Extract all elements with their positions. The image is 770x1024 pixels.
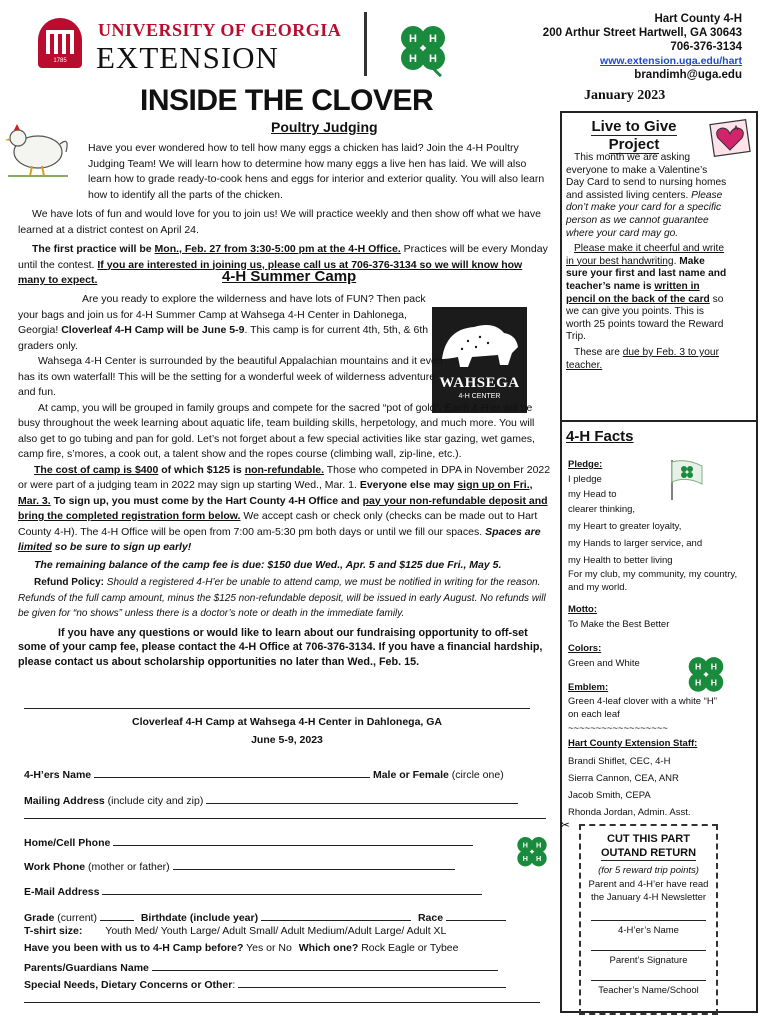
project-points: so we can give you points. This is worth 25 points toward the Reward Trip. xyxy=(566,293,724,343)
parent-signature-label: Parent’s Signature xyxy=(609,955,688,966)
colors-label: Colors: xyxy=(568,643,602,654)
pledge-label: Pledge: xyxy=(568,459,603,470)
special-needs-label: Special Needs, Dietary Concerns or Other xyxy=(24,979,233,991)
camp-paragraph-3: At camp, you will be grouped in family groups and compete for the sacred “pot of gold”. Each 4-H’er will be busy throughout the week learning about aquatic life, team building skills, herpetology, and much more. You will also get to go tubing and pan for gold. Let’s not forget about a few special activities like star gazing, wet games, camp fire, s’mores, a cook out, a talent show and the ropes course (climbing wall, zip-line, etc.). xyxy=(18,401,535,460)
clover-icon-sidebar xyxy=(682,654,730,698)
clover-leaf-letter: H xyxy=(429,33,437,45)
poultry-first-practice-label: The first practice will be xyxy=(32,243,155,255)
name-field[interactable] xyxy=(94,766,370,778)
camp-nonrefundable: non-refundable. xyxy=(244,463,325,476)
teacher-label: Teacher’s Name/School xyxy=(598,985,699,996)
project-name-instructions: Make sure your first and last name and teacher’s name is xyxy=(566,255,727,292)
shirt-options[interactable]: Youth Med/ Youth Large/ Adult Small/ Adult Medium/Adult Large/ Adult XL xyxy=(105,925,447,937)
clover-icon-small xyxy=(512,834,552,872)
form-row-special xyxy=(24,976,554,991)
form-row-before xyxy=(24,942,554,954)
cutout-form xyxy=(579,824,718,1015)
project-section xyxy=(566,152,728,372)
newsletter-date: January 2023 xyxy=(584,88,666,103)
project-pencil: written in pencil on the back of the card xyxy=(566,280,710,305)
poultry-paragraph-2: We have lots of fun and would love for you to join us! We will practice weekly and then show off what we have learned at a district contest on April 24. xyxy=(18,208,541,236)
facts-section xyxy=(568,457,748,821)
refund-policy-text: Should a registered 4-H’er be unable to attend camp, we must be notified in writing for the reason. Refunds of the full camp amount, minus the $125 non-refundable deposit, will be issued in early August. No refunds will be given for “no shows” unless there is a doctor’s note or death in the immediate family. xyxy=(18,577,546,619)
project-paragraph-2 xyxy=(566,243,728,344)
project-heading-line-2: Project xyxy=(608,136,660,153)
email-label: E-Mail Address xyxy=(24,886,100,898)
camp-paragraph-4 xyxy=(18,463,552,556)
cutout-heading-line-2: OUTAND RETURN xyxy=(600,847,697,859)
project-handwriting: Please make it cheerful and write in your best handwriting xyxy=(566,243,725,267)
camp-intro: Are you ready to explore the wilderness and have lots of FUN? Then pack your bags and join us for 4-H Summer Camp at Wahsega 4-H Center in Dahlonega, Georgia! xyxy=(18,293,426,336)
staff-member: Sierra Cannon, CEA, ANR xyxy=(568,773,679,784)
grade-label: Grade xyxy=(24,912,55,924)
camp-refund-policy xyxy=(18,575,552,622)
project-punctuation: . xyxy=(673,255,680,267)
newsletter-title: INSIDE THE CLOVER xyxy=(140,84,434,117)
motto-text: To Make the Best Better xyxy=(568,619,670,630)
office-phone: 706-376-3134 xyxy=(670,41,742,53)
form-row-grade xyxy=(24,909,554,924)
kid-name-label: 4-H’er’s Name xyxy=(618,925,679,936)
mail-field-line-2[interactable] xyxy=(24,818,546,819)
teacher-line[interactable] xyxy=(591,980,706,981)
grade-hint: (current) xyxy=(57,912,97,924)
pledge-line: my Hands to larger service, and xyxy=(568,538,703,549)
emblem-label: Emblem: xyxy=(568,682,609,693)
camp-signup-date: sign up on Fri., Mar. 3. xyxy=(18,479,533,507)
cutout-points: (for 5 reward trip points) xyxy=(598,865,699,876)
camp-limited: limited xyxy=(18,541,52,553)
wahsega-center: 4-H CENTER xyxy=(458,393,501,400)
camp-grades: . This camp is for current 4th, 5th, & 6th graders only. xyxy=(18,324,429,352)
camp-paragraph-2: Wahsega 4-H Center is surrounded by the beautiful Appalachian mountains and it even has its own waterfall! This will be the setting for a wonderful week of wilderness adventure and fun. xyxy=(18,355,443,398)
colors-text: Green and White xyxy=(568,658,640,669)
org-extension: EXTENSION xyxy=(96,40,279,75)
form-row-work xyxy=(24,858,554,873)
camp-cost: The cost of camp is $400 xyxy=(34,463,159,476)
mail-label: Mailing Address xyxy=(24,795,105,807)
clover-leaf-letter: H xyxy=(409,53,417,65)
birthdate-field[interactable] xyxy=(261,909,411,921)
wahsega-name: WAHSEGA xyxy=(439,375,520,391)
pledge-line: my Heart to greater loyalty, xyxy=(568,521,682,532)
pledge-line: my Health to better living xyxy=(568,555,673,566)
facts-heading: 4-H Facts xyxy=(566,428,634,445)
project-due-date: due by Feb. 3 to your teacher. xyxy=(566,346,719,371)
special-needs-field-line-2[interactable] xyxy=(24,1002,540,1003)
project-paragraph-3 xyxy=(566,347,728,372)
form-row-parents xyxy=(24,959,554,974)
gender-hint: (circle one) xyxy=(451,769,504,781)
clover-leaf-letter: H xyxy=(429,53,437,65)
camp-questions: If you have any questions or would like to learn about our fundraising opportunity to off-set some of your camp fee, please contact the 4-H Office at 706-376-3134. If you have a financial hardship, please contact us about scholarship opportunities no later than Wed., Feb. 15. xyxy=(18,626,543,668)
project-paragraph-1 xyxy=(566,152,728,240)
camp-heading: 4-H Summer Camp xyxy=(222,268,357,285)
camp-before-options[interactable]: Yes or No xyxy=(246,942,292,954)
camp-deposit-instructions: pay your non-refundable deposit and bring the completed registration form below. xyxy=(18,494,548,522)
camp-paragraph-1 xyxy=(18,292,552,354)
form-row-mail xyxy=(24,792,554,807)
clover-leaf-letter: H xyxy=(695,677,702,688)
tilde-divider: ~~~~~~~~~~~~~~~~~~ xyxy=(568,723,668,734)
poultry-section xyxy=(18,141,552,289)
clover-leaf-letter: H xyxy=(710,677,717,688)
which-camp-label: Which one? xyxy=(298,942,359,954)
work-phone-hint: (mother or father) xyxy=(87,861,170,873)
sidebar-divider xyxy=(560,420,758,422)
camp-signup-instructions: To sign up, you must come by the Hart County 4-H Office and xyxy=(50,494,363,507)
office-email[interactable]: brandimh@uga.edu xyxy=(634,69,742,81)
camp-nonrefundable-label: of which $125 is xyxy=(158,463,245,476)
special-needs-field[interactable] xyxy=(238,976,506,988)
office-name: Hart County 4-H xyxy=(654,13,742,25)
which-camp-options[interactable]: Rock Eagle or Tybee xyxy=(361,942,459,954)
project-heading-line-1: Live to Give xyxy=(591,118,677,135)
race-field[interactable] xyxy=(446,909,506,921)
work-phone-field[interactable] xyxy=(173,858,455,870)
camp-balance-due xyxy=(18,558,552,574)
mail-hint: (include city and zip) xyxy=(107,795,204,807)
clover-leaf-letter: H xyxy=(536,854,542,863)
clover-leaf-letter: H xyxy=(710,661,717,672)
home-phone-field[interactable] xyxy=(113,834,473,846)
work-phone-label: Work Phone xyxy=(24,861,86,873)
pledge-line: For my club, my community, my country, and my world. xyxy=(568,569,738,593)
pledge-line: I pledge xyxy=(568,474,602,485)
project-note: Please don’t make your card for a specific person as we cannot guarantee where your card may go. xyxy=(566,189,723,239)
poultry-heading: Poultry Judging xyxy=(271,119,378,135)
camp-section xyxy=(18,292,552,669)
form-row-email xyxy=(24,883,554,898)
office-address: 200 Arthur Street Hartwell, GA 30643 xyxy=(542,27,742,39)
clover-leaf-letter: H xyxy=(522,854,528,863)
poultry-contact-note: If you are interested in joining us, please call us at 706-376-3134 so we will know how many to expect. xyxy=(18,258,523,286)
refund-policy-label: Refund Policy: xyxy=(34,577,105,588)
clover-leaf-letter: H xyxy=(695,661,702,672)
seal-year: 1785 xyxy=(53,58,67,64)
form-divider xyxy=(24,708,530,709)
camp-payment-info: We accept cash or check only (checks can be made out to Hart County 4-H). The 4-H Office will be open from 7:00 am-5:30 pm both days or until we fill our spaces. xyxy=(18,510,538,538)
project-due-label: These are xyxy=(574,346,623,358)
clover-leaf-letter: H xyxy=(536,840,542,850)
staff-label: Hart County Extension Staff: xyxy=(568,738,698,749)
staff-member: Rhonda Jordan, Admin. Asst. xyxy=(568,807,691,818)
website-link[interactable]: www.extension.uga.edu/hart xyxy=(600,55,742,67)
mail-field[interactable] xyxy=(206,792,518,804)
project-heading xyxy=(564,118,704,154)
parents-label: Parents/Guardians Name xyxy=(24,962,149,974)
emblem-text: Green 4-leaf clover with a white “H” on each leaf xyxy=(568,696,717,720)
staff-member: Jacob Smith, CEPA xyxy=(568,790,651,801)
clover-leaf-letter: H xyxy=(409,33,417,45)
clover-icon xyxy=(393,22,453,78)
camp-dates: Cloverleaf 4-H Camp will be June 5-9 xyxy=(61,324,245,336)
project-intro: This month we are asking everyone to make a Valentine’s Day Card to send to nursing homes and assisted living centers. xyxy=(566,152,727,201)
pledge-line: clearer thinking, xyxy=(568,504,636,515)
gender-label: Male or Female xyxy=(372,769,449,781)
staff-member: Brandi Shiflet, CEC, 4-H xyxy=(568,756,671,767)
form-title: Cloverleaf 4-H Camp at Wahsega 4-H Center in Dahlonega, GA xyxy=(131,716,442,728)
camp-early-signup: Those who competed in DPA in November 2022 or were part of a judging team in 2022 may sign up starting Wed., Mar. 1. xyxy=(18,463,551,491)
name-label: 4-H’ers Name xyxy=(24,769,92,781)
form-row-shirt xyxy=(24,925,554,937)
cutout-heading xyxy=(581,832,716,861)
scissors-icon: ✂ xyxy=(560,818,571,832)
cutout-statement: Parent and 4-H’er have read the January 4-H Newsletter xyxy=(588,879,709,903)
camp-spaces-label: Spaces are xyxy=(485,525,541,538)
motto-label: Motto: xyxy=(568,604,598,615)
grade-field[interactable] xyxy=(100,909,134,921)
uga-arch-logo xyxy=(38,18,82,68)
shirt-label: T-shirt size: xyxy=(24,925,83,937)
home-phone-label: Home/Cell Phone xyxy=(24,837,111,849)
kid-name-line[interactable] xyxy=(591,920,706,921)
parents-field[interactable] xyxy=(152,959,498,971)
camp-everyone-else: Everyone else may xyxy=(359,479,458,491)
header-divider xyxy=(364,12,367,76)
cutout-heading-line-1: CUT THIS PART xyxy=(607,833,690,845)
special-needs-colon: : xyxy=(232,979,236,991)
poultry-practice-schedule: Practices will be every Monday until the contest. xyxy=(18,243,548,271)
clover-leaf-letter: H xyxy=(522,840,528,850)
form-dates: June 5-9, 2023 xyxy=(251,734,323,746)
poultry-first-practice-date: Mon., Feb. 27 from 3:30-5:00 pm at the 4-H Office. xyxy=(154,243,401,255)
email-field[interactable] xyxy=(102,883,482,895)
camp-signup-early: so be sure to sign up early! xyxy=(51,541,192,553)
flag-icon xyxy=(666,456,706,502)
poultry-paragraph-1: Have you ever wondered how to tell how many eggs a chicken has laid? Join the 4-H Poultry Judging Team! We will learn how to determine how many eggs a live hen has laid. We will also learn how to grade ready-to-cook hens and eggs for interior and exterior quality. You will also learn how to identify all the parts of the chicken. xyxy=(88,142,545,201)
office-contact xyxy=(470,12,742,82)
camp-balance-text: The remaining balance of the camp fee is due: $150 due Wed., Apr. 5 and $125 due Fri., May 5. xyxy=(34,558,502,571)
parent-signature-line[interactable] xyxy=(591,950,706,951)
form-row-home xyxy=(24,834,554,849)
org-name: UNIVERSITY OF GEORGIA xyxy=(98,20,342,40)
form-row-name xyxy=(24,766,554,781)
staff-list xyxy=(568,753,748,821)
race-label: Race xyxy=(417,912,444,924)
pledge-line: my Head to xyxy=(568,489,617,500)
camp-before-label: Have you been with us to 4-H Camp before? xyxy=(24,942,244,954)
birthdate-label: Birthdate (include year) xyxy=(140,912,259,924)
